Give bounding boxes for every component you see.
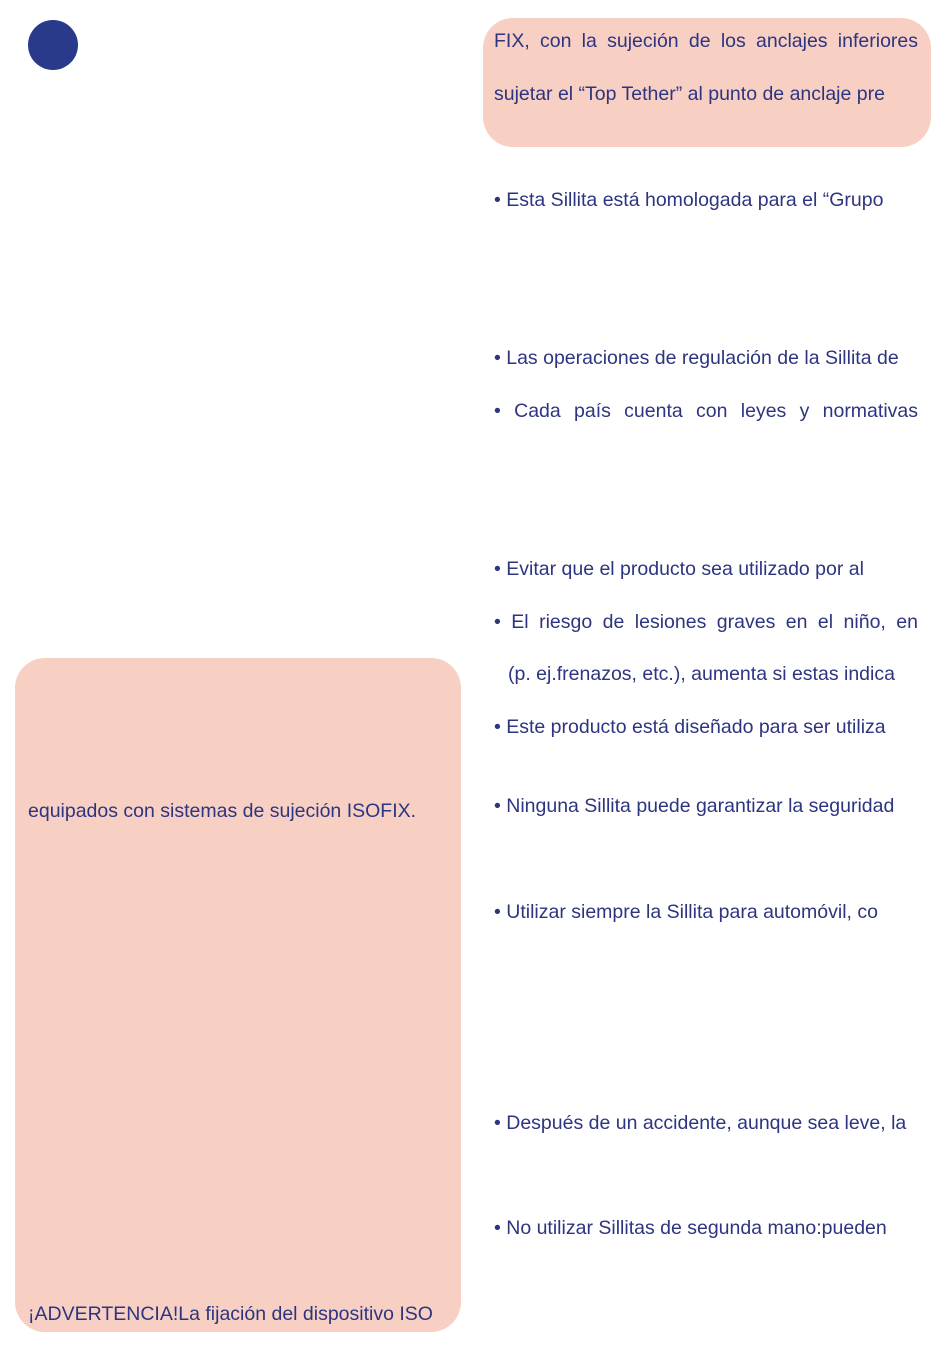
warning-box-line-2: ¡ADVERTENCIA!La fijación del dispositivo ISO: [28, 1303, 433, 1325]
bullet-injury-risk-continued: (p. ej.frenazos, etc.), aumenta si estas indica: [508, 663, 895, 685]
top-box-line-1: FIX, con la sujeción de los anclajes inferiores: [494, 30, 918, 52]
bullet-always-use: • Utilizar siempre la Sillita para automóvil, co: [494, 901, 878, 923]
warning-box-line-1: equipados con sistemas de sujeción ISOFIX.: [28, 800, 417, 822]
bullet-second-hand: • No utilizar Sillitas de segunda mano:pueden: [494, 1217, 887, 1239]
bullet-injury-risk: • El riesgo de lesiones graves en el niño, en: [494, 611, 918, 633]
bullet-regulation-operations: • Las operaciones de regulación de la Sillita de: [494, 347, 899, 369]
warning-highlight-box: [15, 658, 461, 1332]
bullet-homologation: • Esta Sillita está homologada para el “Grupo: [494, 189, 884, 211]
page-marker-dot: [28, 20, 78, 70]
bullet-avoid-use: • Evitar que el producto sea utilizado por al: [494, 558, 864, 580]
bullet-after-accident: • Después de un accidente, aunque sea leve, la: [494, 1112, 907, 1134]
bullet-safety-guarantee: • Ninguna Sillita puede garantizar la seguridad: [494, 795, 895, 817]
bullet-product-design: • Este producto está diseñado para ser utiliza: [494, 716, 886, 738]
top-box-line-2: sujetar el “Top Tether” al punto de anclaje pre: [494, 83, 885, 105]
bullet-country-laws: • Cada país cuenta con leyes y normativas: [494, 400, 918, 422]
